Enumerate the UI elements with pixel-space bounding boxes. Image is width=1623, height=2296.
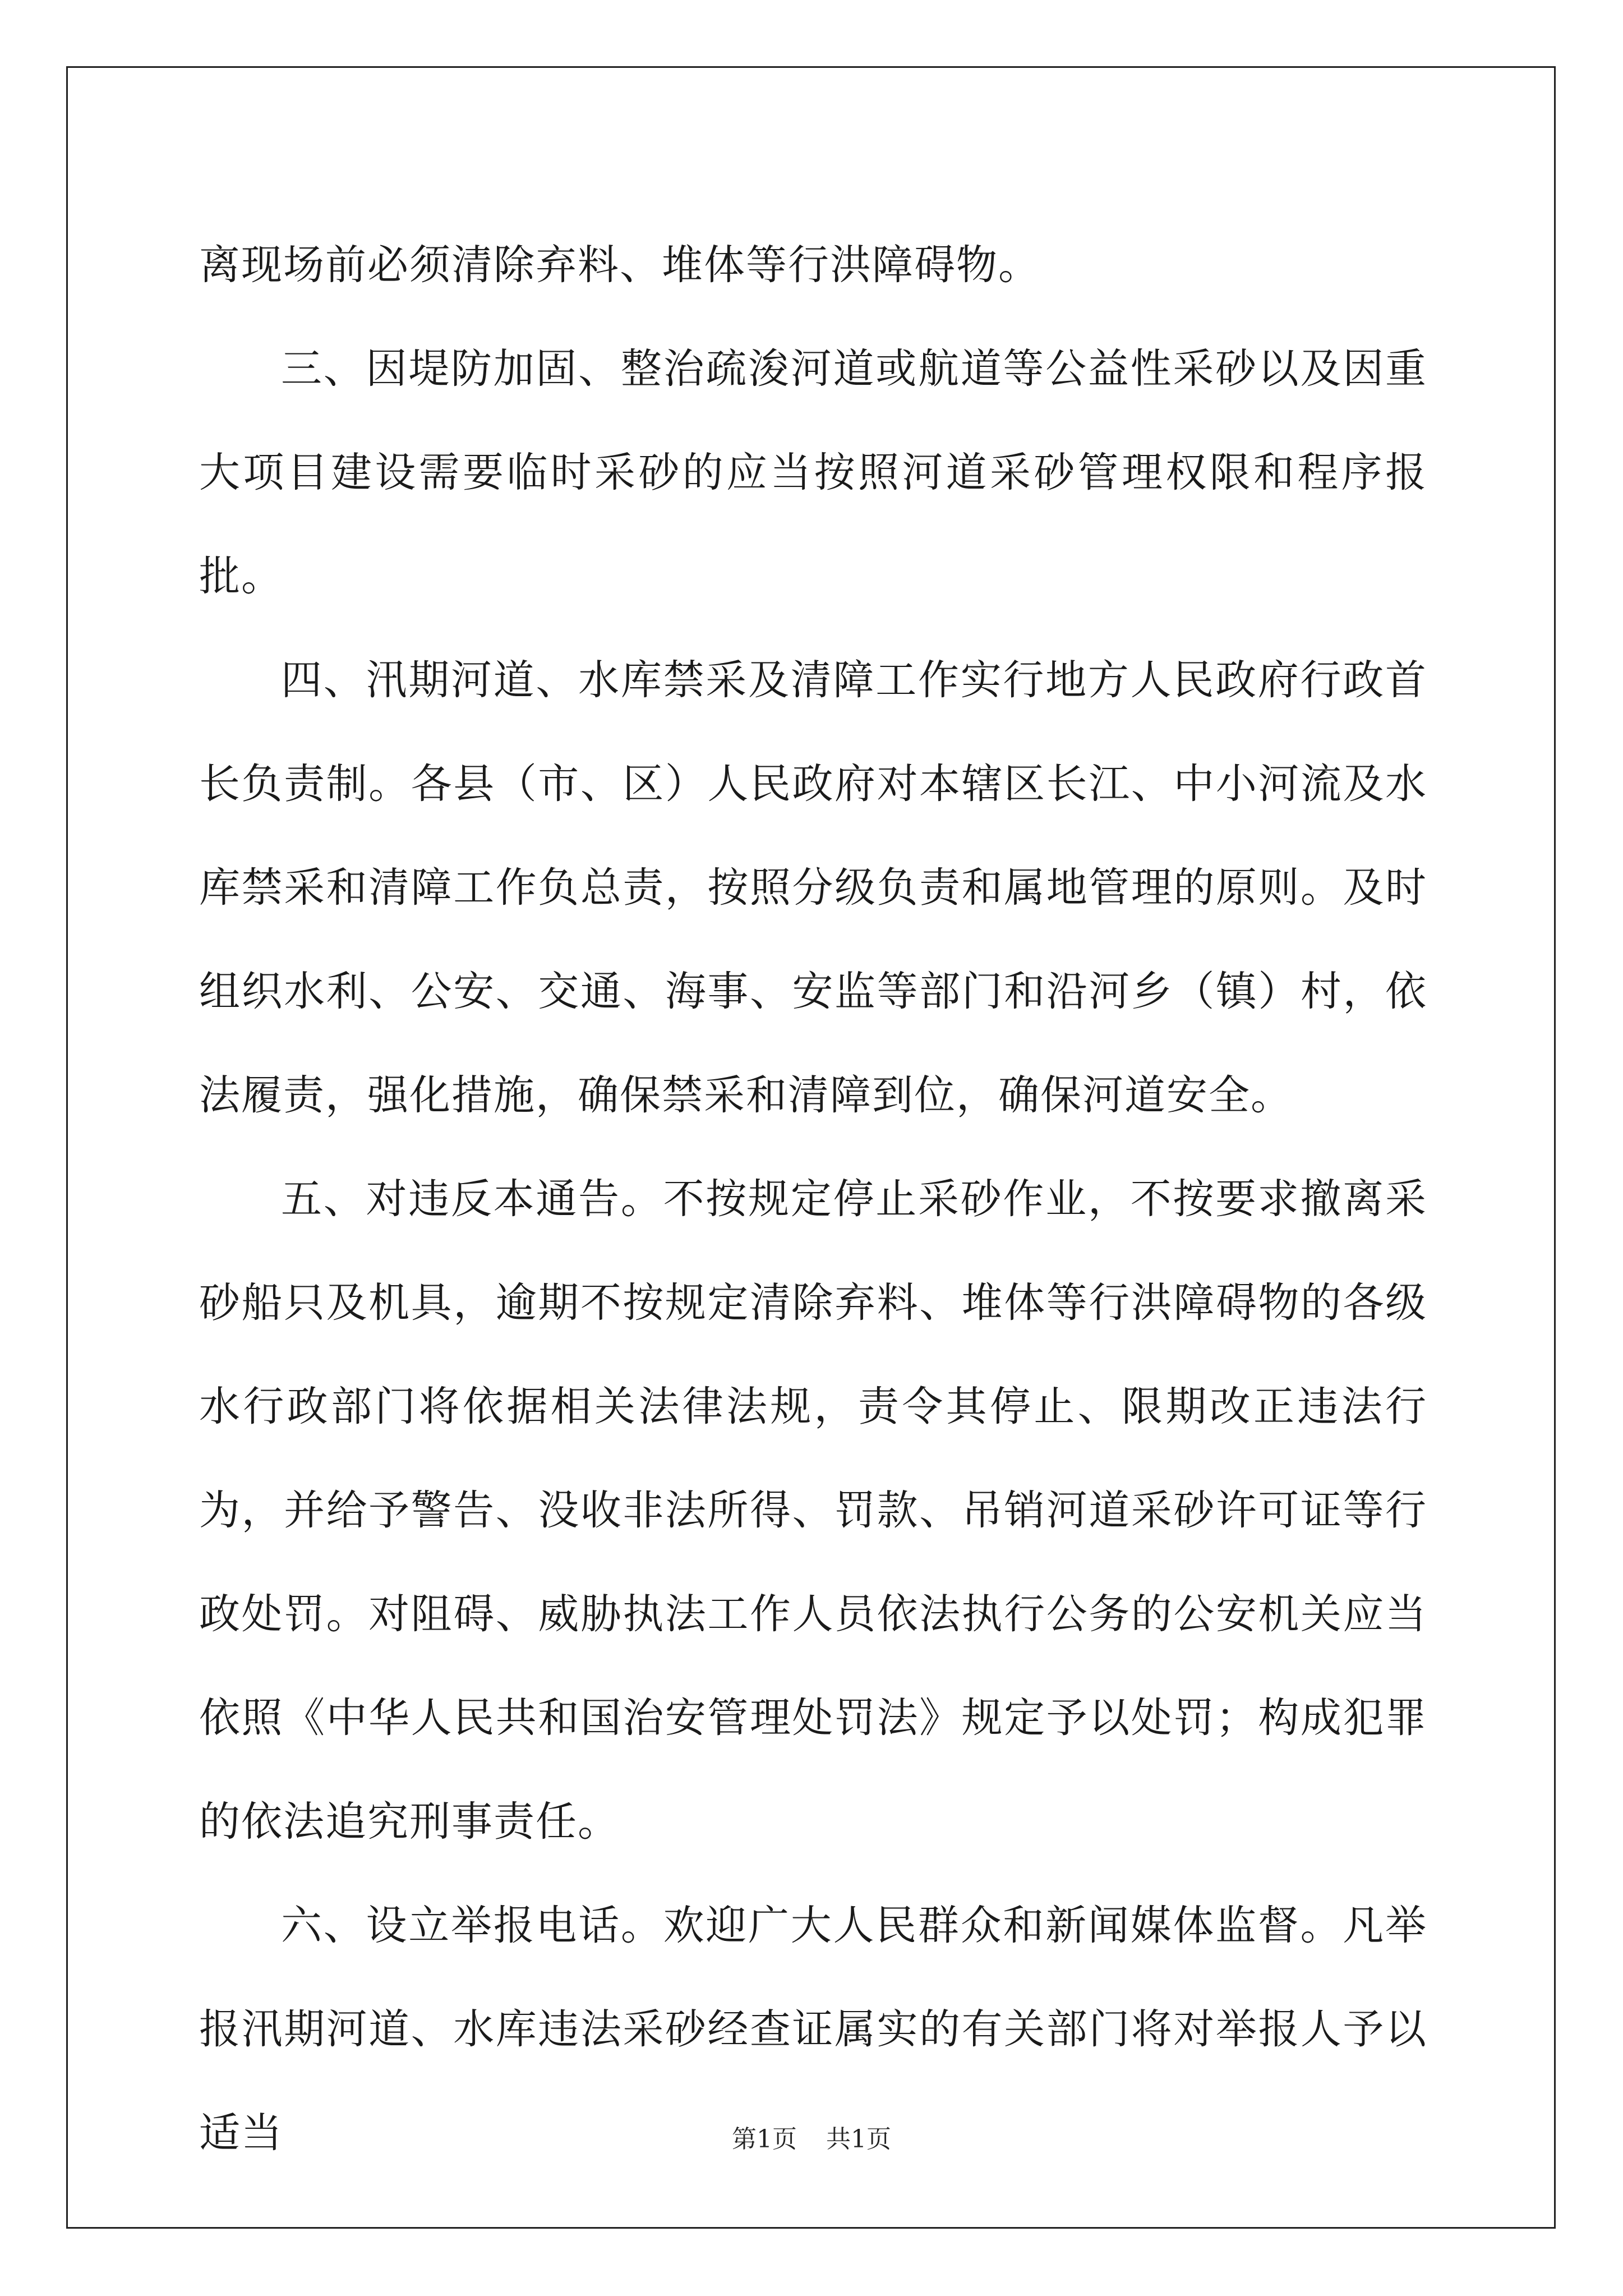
paragraph-item-6: 六、设立举报电话。欢迎广大人民群众和新闻媒体监督。凡举报汛期河道、水库违法采砂经查证属实的有关部门将对举报人予以适当 xyxy=(199,1902,1427,2157)
page-footer xyxy=(0,2123,1623,2156)
paragraph-item-5: 五、对违反本通告。不按规定停止采砂作业，不按要求撤离采砂船只及机具，逾期不按规定清除弃料、堆体等行洪障碍物的各级水行政部门将依据相关法律法规，责令其停止、限期改正违法行为，并给予警告、没收非法所得、罚款、吊销河道采砂许可证等行政处罚。对阻碍、威胁执法工作人员依法执行公务的公安机关应当依照《中华人民共和国治安管理处罚法》规定予以处罚；构成犯罪的依法追究刑事责任。 xyxy=(199,1175,1427,1846)
page-number-total: 共1页 xyxy=(826,2125,891,2154)
document-body xyxy=(199,213,1427,2185)
paragraph-continuation: 离现场前必须清除弃料、堆体等行洪障碍物。 xyxy=(199,241,1040,289)
paragraph-item-3: 三、因堤防加固、整治疏浚河道或航道等公益性采砂以及因重大项目建设需要临时采砂的应当按照河道采砂管理权限和程序报批。 xyxy=(199,345,1427,600)
page-number-current: 第1页 xyxy=(732,2125,797,2154)
paragraph-item-4: 四、汛期河道、水库禁采及清障工作实行地方人民政府行政首长负责制。各县（市、区）人民政府对本辖区长江、中小河流及水库禁采和清障工作负总责，按照分级负责和属地管理的原则。及时组织水利、公安、交通、海事、安监等部门和沿河乡（镇）村，依法履责，强化措施，确保禁采和清障到位，确保河道安全。 xyxy=(199,656,1427,1119)
